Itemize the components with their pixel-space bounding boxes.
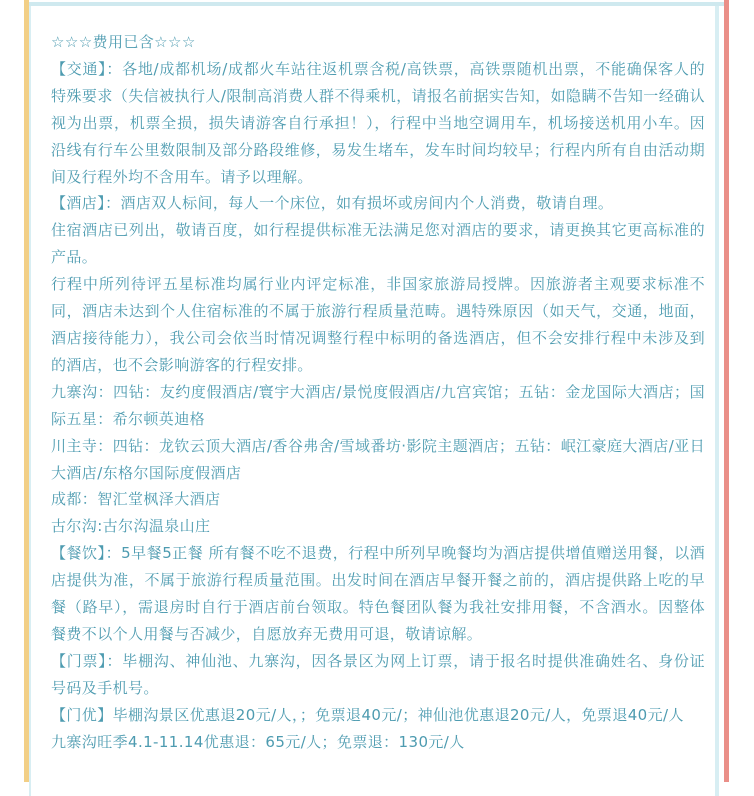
paragraph-transport	[51, 56, 705, 191]
right-accent-bar	[724, 0, 729, 782]
paragraph-hotel-standard	[51, 271, 705, 379]
paragraph-hotel	[51, 190, 705, 217]
paragraph-label: 【餐饮】	[51, 544, 106, 563]
paragraph-text: 行程中所列待评五星标准均属行业内评定标准，非国家旅游局授牌。因旅游者主观要求标准不同，酒店未达到个人住宿标准的不属于旅游行程质量范畴。遇特殊原因（如天气，交通，地面，酒店接待能力），我公司会依当时情况调整行程中标明的备选酒店，但不会安排行程中未涉及到的酒店，也不会影响游客的行程安排。	[51, 275, 705, 374]
paragraph-ticket-discounts	[51, 702, 705, 729]
paragraph-label: 【交通】	[51, 59, 107, 78]
paragraph-guergou-hotel	[51, 513, 705, 540]
paragraph-jiuzhaigou-hotels	[51, 379, 705, 433]
paragraph-label: 【门票】	[51, 651, 107, 670]
paragraph-jiuzhaigou-discount	[51, 729, 705, 756]
paragraph-text: ：酒店双人标间，每人一个床位，如有损坏或房间内个人消费，敬请自理。	[105, 194, 614, 213]
section-header: ☆☆☆费用已含☆☆☆	[51, 33, 196, 51]
paragraph-text: ：5早餐5正餐 所有餐不吃不退费，行程中所列早晚餐均为酒店提供增值赠送用餐，以酒店提供为准，不属于旅游行程质量范围。出发时间在酒店早餐开餐之前的，酒店提供路上吃的早餐（路早），需退房时自行于酒店前台领取。特色餐团队餐为我社安排用餐，不含酒水。因整体餐费不以个人用餐与否减少，自愿放弃无费用可退，敬请谅解。	[51, 544, 706, 643]
paragraph-chuanzhusi-hotels	[51, 433, 705, 487]
paragraph-label: 【酒店】	[51, 194, 106, 213]
paragraph-text: 川主寺：四钻：龙钦云顶大酒店/香谷弗舍/雪域番坊·影院主题酒店；五钻：岷江豪庭大酒店/亚日大酒店/东格尔国际度假酒店	[51, 436, 705, 482]
paragraph-text: 古尔沟:古尔沟温泉山庄	[51, 517, 211, 536]
paragraph-text: 九寨沟：四钻：友约度假酒店/寰宇大酒店/景悦度假酒店/九宫宾馆；五钻：金龙国际大酒店；国际五星：希尔顿英迪格	[51, 382, 705, 428]
paragraph-text: 成都：智汇堂枫泽大酒店	[51, 490, 221, 509]
paragraph-text: ：毕棚沟、神仙池、九寨沟，因各景区为网上订票，请于报名时提供准确姓名、身份证号码及手机号。	[51, 651, 705, 697]
paragraph-text: 住宿酒店已列出，敬请百度，如行程提供标准无法满足您对酒店的要求，请更换其它更高标准的产品。	[51, 221, 705, 267]
fee-included-section	[51, 29, 705, 755]
paragraph-label: 【门优】	[51, 705, 113, 724]
paragraph-text: 九寨沟旺季4.1-11.14优惠退：65元/人；免票退：130元/人	[51, 732, 465, 751]
paragraph-text: 毕棚沟景区优惠退20元/人，；免票退40元/；神仙池优惠退20元/人，免票退40元/人	[112, 705, 684, 724]
paragraph-text: ：各地/成都机场/成都火车站往返机票含税/高铁票，高铁票随机出票，不能确保客人的特殊要求（失信被执行人/限制高消费人群不得乘机，请报名前据实告知，如隐瞒不告知一经确认视为出票，机票全损，损失请游客自行承担！），行程中当地空调用车，机场接送机用小车。因沿线有行车公里数限制及部分路段维修，易发生堵车，发车时间均较早；行程内所有自由活动期间及行程外均不含用车。请予以理解。	[51, 59, 705, 186]
paragraph-tickets	[51, 648, 705, 702]
paragraph-hotel-note	[51, 217, 705, 271]
paragraph-chengdu-hotel	[51, 486, 705, 513]
paragraph-meals	[51, 540, 705, 648]
